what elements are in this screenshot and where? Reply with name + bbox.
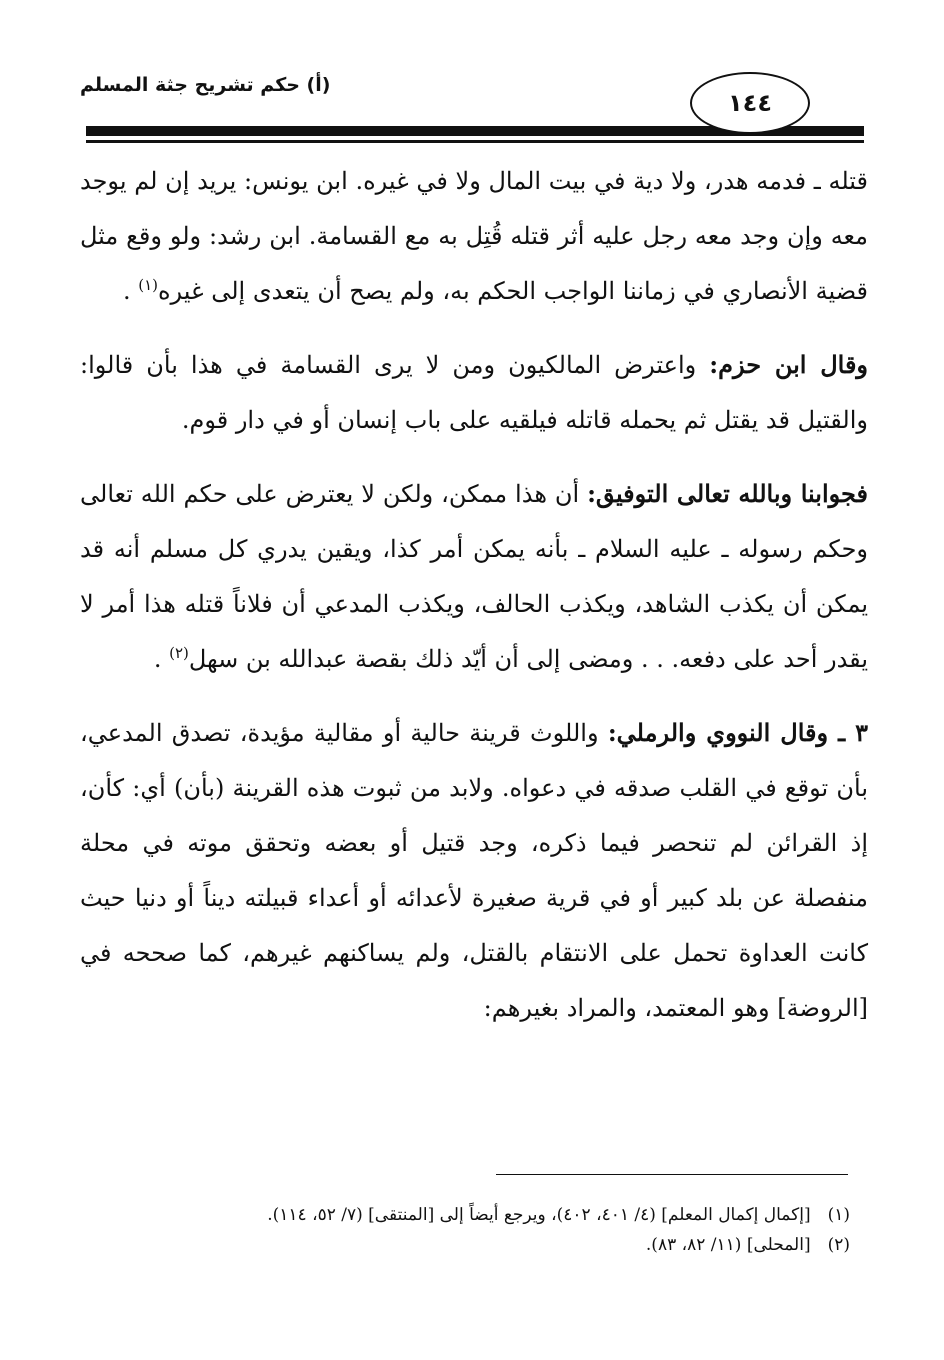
paragraph-2 [80, 337, 868, 448]
footnote-2 [80, 1230, 850, 1260]
footnote-1 [80, 1200, 850, 1230]
footnote-2-number: (٢) [827, 1235, 850, 1255]
paragraph-3-text: أن هذا ممكن، ولكن لا يعترض على حكم الله تعالى وحكم رسوله ـ عليه السلام ـ بأنه يمكن أمر كذا، ويقين يدري كل مسلم أنه قد يمكن أن يكذب الشاهد، ويكذب الحالف، ويكذب المدعي أن فلاناً قتله هذا أمر لا يقدر أحد على دفعه. . . ومضى إلى أن أيّد ذلك بقصة عبدالله بن سهل [80, 480, 869, 673]
body-text [80, 154, 868, 1036]
paragraph-1-text: قتله ـ فدمه هدر، ولا دية في بيت المال ولا في غيره. ابن يونس: يريد إن لم يوجد معه وإن وجد معه رجل عليه أثر قتله قُتِل به مع القسامة. ابن رشد: ولو وقع مثل قضية الأنصاري في زماننا الواجب الحكم به، ولم يصح أن يتعدى إلى غيره [80, 167, 868, 305]
footnotes [80, 1200, 850, 1260]
running-title: (أ) حكم تشريح جثة المسلم [80, 74, 331, 96]
paragraph-3-lead: فجوابنا وبالله تعالى التوفيق: [587, 479, 868, 508]
paragraph-4-text: واللوث قرينة حالية أو مقالية مؤيدة، تصدق المدعي، بأن توقع في القلب صدقه في دعواه. ولابد من ثبوت هذه القرينة (بأن) أي: كأن، إذ القرائن لم تنحصر فيما ذكره، وجد قتيل أو بعضه وتحقق موته في محلة منفصلة عن بلد كبير أو في قرية صغيرة لأعدائه أو أعداء قبيلته ديناً أو دنيا حيث كانت العداوة تحمل على الانتقام بالقتل، ولم يساكنهم غيرهم، كما صححه في [الروضة] وهو المعتمد، والمراد بغيرهم: [80, 719, 868, 1022]
page-number: ١٤٤ [690, 72, 810, 134]
paragraph-4-lead: ٣ ـ وقال النووي والرملي: [607, 718, 868, 747]
footnote-2-text: [المحلى] (١١/ ٨٢، ٨٣). [645, 1235, 811, 1255]
paragraph-1 [80, 154, 868, 319]
paragraph-1-end: . [122, 277, 139, 305]
paragraph-3-end: . [153, 645, 170, 673]
paragraph-4 [80, 705, 868, 1036]
paragraph-2-lead: وقال ابن حزم: [709, 350, 869, 379]
footnote-ref-2: (٢) [169, 644, 189, 662]
footnote-separator [496, 1174, 848, 1175]
footnote-1-number: (١) [827, 1205, 850, 1225]
footnote-ref-1: (١) [138, 276, 158, 294]
footnote-1-text: [إكمال إكمال المعلم] (٤/ ٤٠١، ٤٠٢)، ويرجع أيضاً إلى [المنتقى] (٧/ ٥٢، ١١٤). [267, 1205, 811, 1225]
header-rule-thin [86, 140, 864, 143]
paragraph-3 [80, 466, 868, 687]
paragraph-2-text: واعترض المالكيون ومن لا يرى القسامة في هذا بأن قالوا: والقتيل قد يقتل ثم يحمله قاتله فيلقيه على باب إنسان أو في دار قوم. [80, 351, 868, 434]
